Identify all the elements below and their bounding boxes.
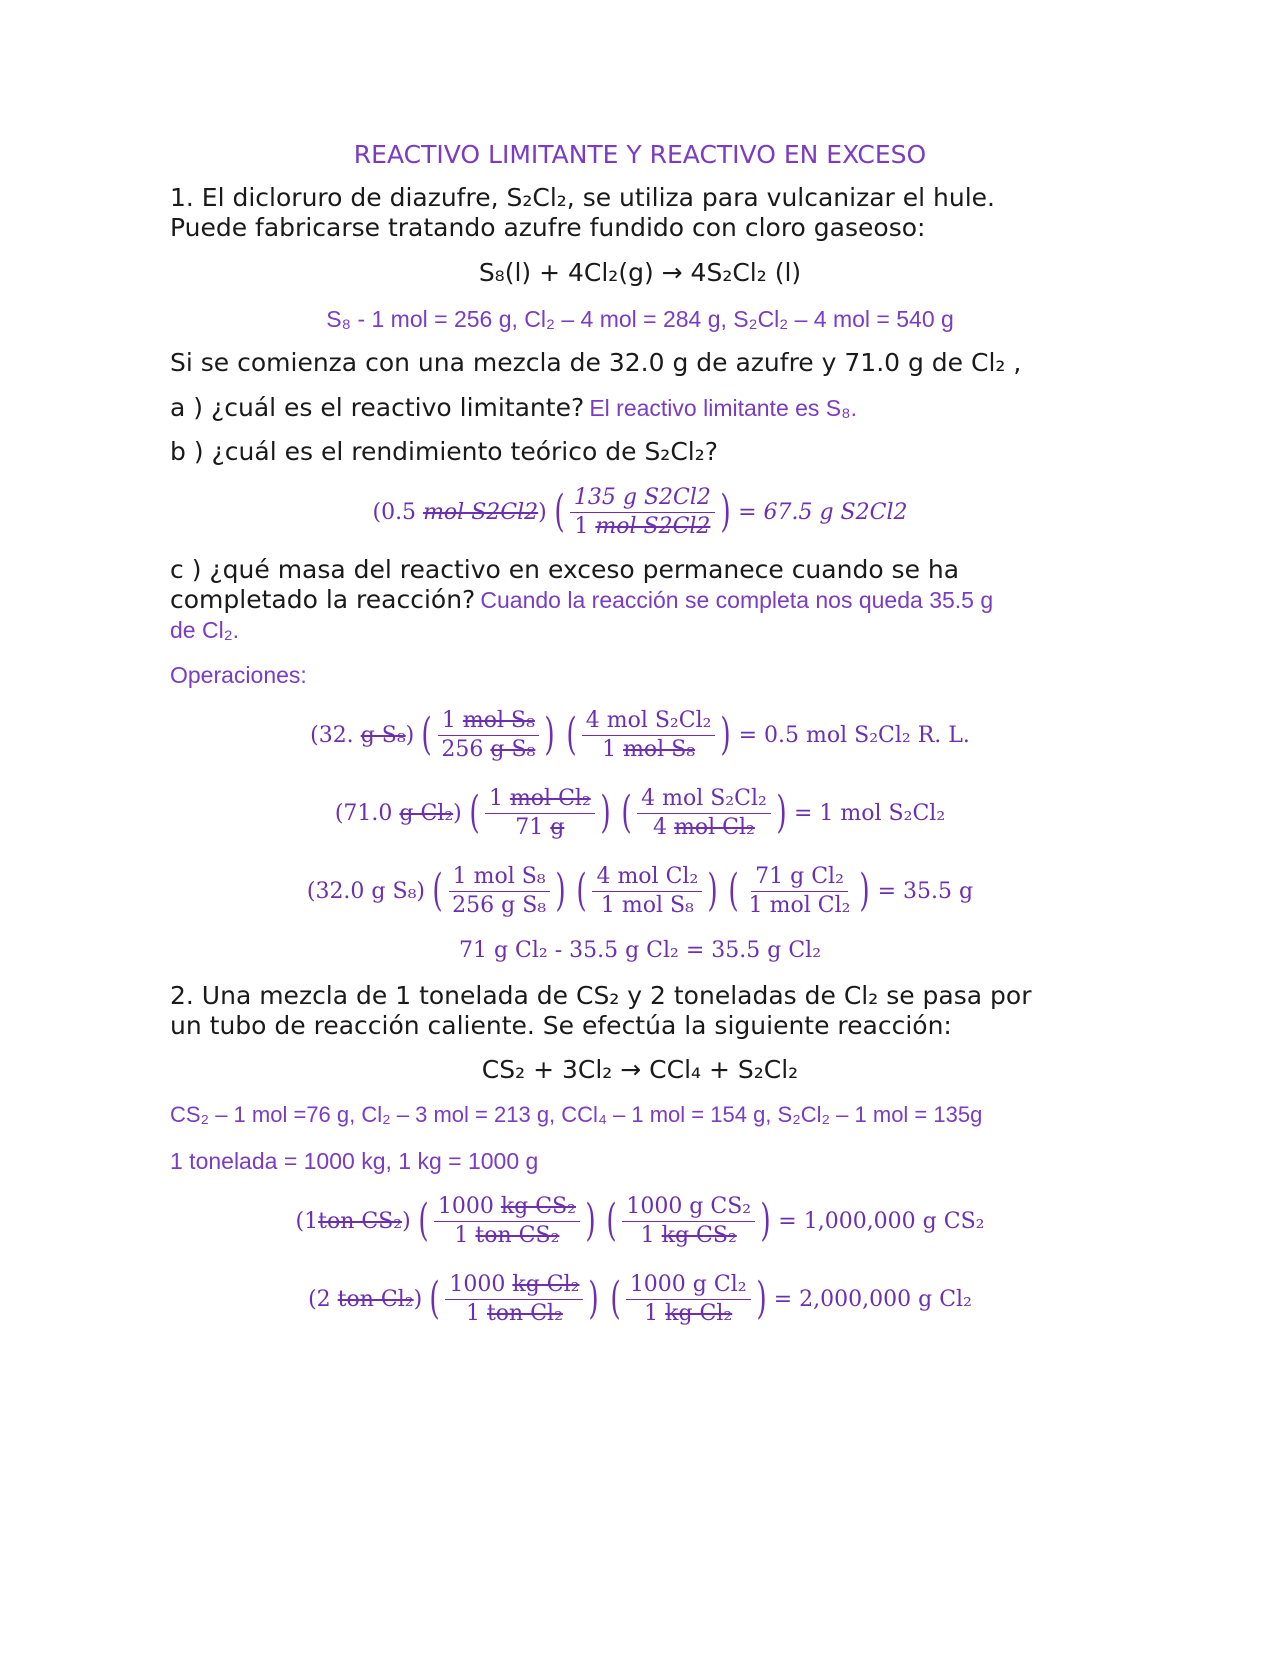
eq-b-result: = 67.5 g S2Cl2 <box>738 499 908 525</box>
question-c-line1: c ) ¿qué masa del reactivo en exceso permanece cuando se ha <box>170 555 960 584</box>
operation-1-result: = 0.5 mol S₂Cl₂ R. L. <box>738 722 970 748</box>
question-c-text: completado la reacción? <box>170 585 476 614</box>
problem2-line1: 2. Una mezcla de 1 tonelada de CS₂ y 2 toneladas de Cl₂ se pasa por <box>170 981 1032 1010</box>
problem1-statement: Si se comienza con una mezcla de 32.0 g de azufre y 71.0 g de Cl₂ , <box>170 348 1022 377</box>
problem1-line2: Puede fabricarse tratando azufre fundido con cloro gaseoso: <box>170 213 926 242</box>
operation-2: (71.0 g Cl₂) ( $\frac{\text{1 mol Cl₂}}{71 g}$ ) ( $\frac{\text{4 mol S₂Cl₂}}{\text{4 mol Cl₂}}$ ) = 1 mol S₂Cl₂ <box>334 786 946 840</box>
problem1-molar-masses: S₈ - 1 mol = 256 g, Cl₂ – 4 mol = 284 g, S₂Cl₂ – 4 mol = 540 g <box>326 306 954 332</box>
operation-1: (32. g S₈) ( $\frac{\text{1 mol S₈}}{\text{256 g S₈}}$ ) ( $\frac{\text{4 mol S₂Cl₂}}{\text{1 mol S₈}}$ ) = 0.5 mol S₂Cl₂ R. L. <box>310 708 970 762</box>
eq-b-fraction: ( $\frac{\text{135 g S2Cl2}}{\text{1 mol S2Cl2}}$ ) <box>554 485 731 539</box>
problem1-line1: 1. El dicloruro de diazufre, S₂Cl₂, se utiliza para vulcanizar el hule. <box>170 183 995 212</box>
problem2-operation-2-result: = 2,000,000 g Cl₂ <box>773 1286 972 1312</box>
question-a <box>170 393 857 422</box>
question-c-line2 <box>170 585 993 614</box>
problem2-operation-1-result: = 1,000,000 g CS₂ <box>778 1208 985 1234</box>
page-title: REACTIVO LIMITANTE Y REACTIVO EN EXCESO <box>353 140 927 169</box>
question-a-text: a ) ¿cuál es el reactivo limitante? <box>170 393 585 422</box>
equation-b <box>0 482 1280 542</box>
problem2-reaction: CS₂ + 3Cl₂ → CCl₄ + S₂Cl₂ <box>481 1055 799 1084</box>
problem2-operation-1: (1ton CS₂) ( $\frac{\text{1000 kg CS₂}}{\text{1 ton CS₂}}$ ) ( $\frac{\text{1000 g CS₂}}{\text{1 kg CS₂}}$ ) = 1,000,000 g CS₂ <box>295 1194 985 1248</box>
operation-3: (32.0 g S₈) ( $\frac{\text{1 mol S₈}}{\text{256 g S₈}}$ ) ( $\frac{\text{4 mol Cl₂}}{\text{1 mol S₈}}$ ) ( $\frac{\text{71 g Cl₂}}{\text{1 mol Cl₂}}$ ) = 35.5 g <box>306 864 974 918</box>
answer-a: El reactivo limitante es S₈. <box>589 395 858 421</box>
operation-4: 71 g Cl₂ - 35.5 g Cl₂ = 35.5 g Cl₂ <box>458 938 822 963</box>
answer-c-line1: Cuando la reacción se completa nos queda 35.5 g <box>480 587 994 613</box>
operation-3-result: = 35.5 g <box>877 878 974 904</box>
eq-b-lead: (0.5 mol S2Cl2) <box>372 499 547 525</box>
problem2-conversion: 1 tonelada = 1000 kg, 1 kg = 1000 g <box>170 1148 539 1174</box>
problem2-molar-masses: CS₂ – 1 mol =76 g, Cl₂ – 3 mol = 213 g, CCl₄ – 1 mol = 154 g, S₂Cl₂ – 1 mol = 135g <box>170 1102 983 1127</box>
problem2-line2: un tubo de reacción caliente. Se efectúa la siguiente reacción: <box>170 1011 952 1040</box>
answer-c-line2: de Cl₂. <box>170 617 240 643</box>
operations-heading: Operaciones: <box>170 662 307 688</box>
operation-2-result: = 1 mol S₂Cl₂ <box>794 800 946 826</box>
problem2-operation-2: (2 ton Cl₂) ( $\frac{\text{1000 kg Cl₂}}{\text{1 ton Cl₂}}$ ) ( $\frac{\text{1000 g Cl₂}}{\text{1 kg Cl₂}}$ ) = 2,000,000 g Cl₂ <box>308 1272 972 1326</box>
problem1-reaction: S₈(l) + 4Cl₂(g) → 4S₂Cl₂ (l) <box>478 258 802 287</box>
question-b: b ) ¿cuál es el rendimiento teórico de S₂Cl₂? <box>170 437 719 466</box>
